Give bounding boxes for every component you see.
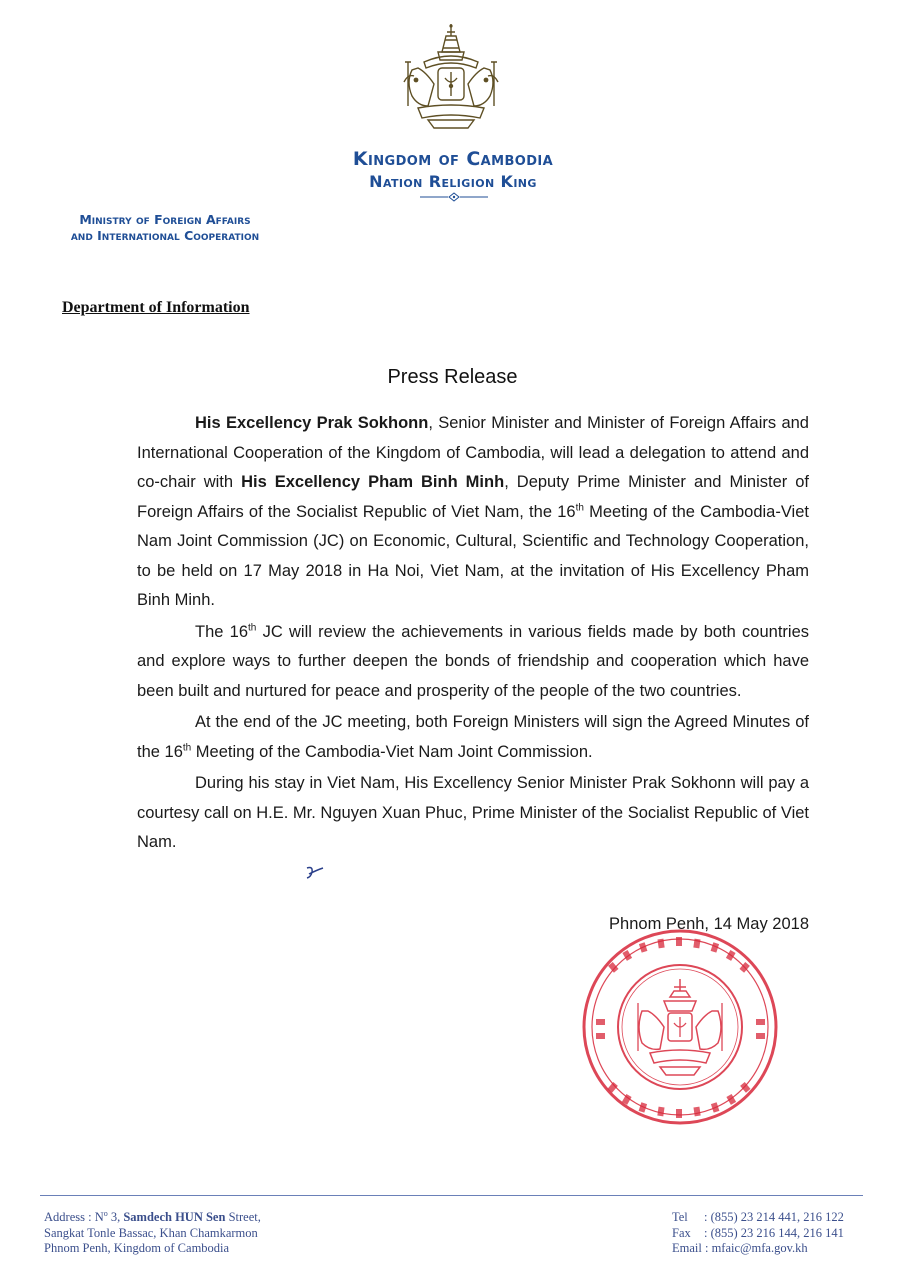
- paragraph-3: [137, 708, 809, 767]
- paragraph-text: JC will review the achievements in various fields made by both countries and explore ways to further deepen the bonds of friendship and cooperation which have been built and nurtured for peace and prosperity of the people of the two countries.: [137, 622, 810, 700]
- paragraph-text: , Deputy Prime Minister and Minister of Foreign Affairs of the Socialist Republic of Viet Nam, the 16: [137, 473, 810, 521]
- country-name: Kingdom of Cambodia: [352, 148, 554, 170]
- fax-line: [672, 1226, 844, 1242]
- official-seal-stamp: [580, 927, 780, 1127]
- number-sign-suffix: o: [103, 1209, 108, 1218]
- footer-divider: [40, 1195, 863, 1196]
- initials-mark: [303, 864, 325, 882]
- ministry-line-2: and International Cooperation: [70, 228, 260, 243]
- ordinal-suffix: th: [248, 622, 257, 633]
- address-line-3: Phnom Penh, Kingdom of Cambodia: [44, 1241, 230, 1256]
- department-label: Department of Information: [62, 299, 250, 316]
- fax-label: Fax: [672, 1225, 691, 1240]
- paragraph-text: Meeting of the Cambodia-Viet Nam Joint Commission (JC) on Economic, Cultural, Scientific and Technology Cooperation, to be held on 17 May 2018 in Ha Noi, Viet Nam, at the invitation of His Excellency Pham Binh Minh.: [137, 502, 809, 609]
- ministry-heading: [30, 212, 300, 244]
- paragraph-text: At the end of the JC meeting, both Foreign Ministers will sign the Agreed Minutes of the 16: [137, 713, 809, 761]
- press-release-body: [137, 409, 809, 860]
- address-line-1: [44, 1206, 261, 1226]
- paragraph-text: The 16: [195, 622, 249, 641]
- tel-value: : (855) 23 214 441, 216 122: [704, 1210, 844, 1224]
- tel-label: Tel: [672, 1210, 688, 1224]
- national-motto: Nation Religion King: [369, 172, 537, 191]
- document-title: Press Release: [387, 366, 518, 388]
- tel-line: [672, 1210, 844, 1226]
- email-line: [672, 1241, 844, 1257]
- paragraph-1: [137, 409, 809, 616]
- email-value: : mfaic@mfa.gov.kh: [704, 1241, 808, 1255]
- ministry-line-1: Ministry of Foreign Affairs: [79, 212, 251, 227]
- counterpart-name: His Excellency Pham Binh Minh: [241, 473, 505, 491]
- fax-value: : (855) 23 216 144, 216 141: [704, 1225, 844, 1240]
- country-heading: [300, 148, 606, 192]
- address-number: 3,: [107, 1210, 124, 1225]
- minister-name: His Excellency Prak Sokhonn: [195, 414, 429, 432]
- ordinal-suffix: th: [575, 502, 584, 513]
- footer-contacts: [672, 1210, 844, 1257]
- divider-ornament: [418, 192, 490, 202]
- royal-coat-of-arms-emblem: [398, 22, 504, 134]
- address-line-2: Sangkat Tonle Bassac, Khan Chamkarmon: [44, 1225, 258, 1240]
- paragraph-text: During his stay in Viet Nam, His Excellency Senior Minister Prak Sokhonn will pay a courtesy call on H.E. Mr. Nguyen Xuan Phuc, Prime Minister of the Socialist Republic of Viet Nam.: [137, 774, 809, 851]
- paragraph-text: , Senior Minister and Minister of Foreign Affairs and International Cooperation of the Kingdom of Cambodia, will lead a delegation to attend and co-chair with: [137, 414, 809, 491]
- street-name: Samdech HUN Sen: [123, 1210, 226, 1225]
- footer-address: [44, 1206, 261, 1257]
- place-and-date: Phnom Penh, 14 May 2018: [609, 915, 809, 933]
- paragraph-4: [137, 769, 809, 858]
- address-label: Address : N: [44, 1210, 104, 1225]
- paragraph-text: Meeting of the Cambodia-Viet Nam Joint Commission.: [191, 742, 593, 761]
- paragraph-2: [137, 618, 809, 707]
- ordinal-suffix: th: [182, 742, 192, 753]
- email-label: Email: [672, 1241, 702, 1255]
- street-suffix: Street,: [225, 1210, 261, 1225]
